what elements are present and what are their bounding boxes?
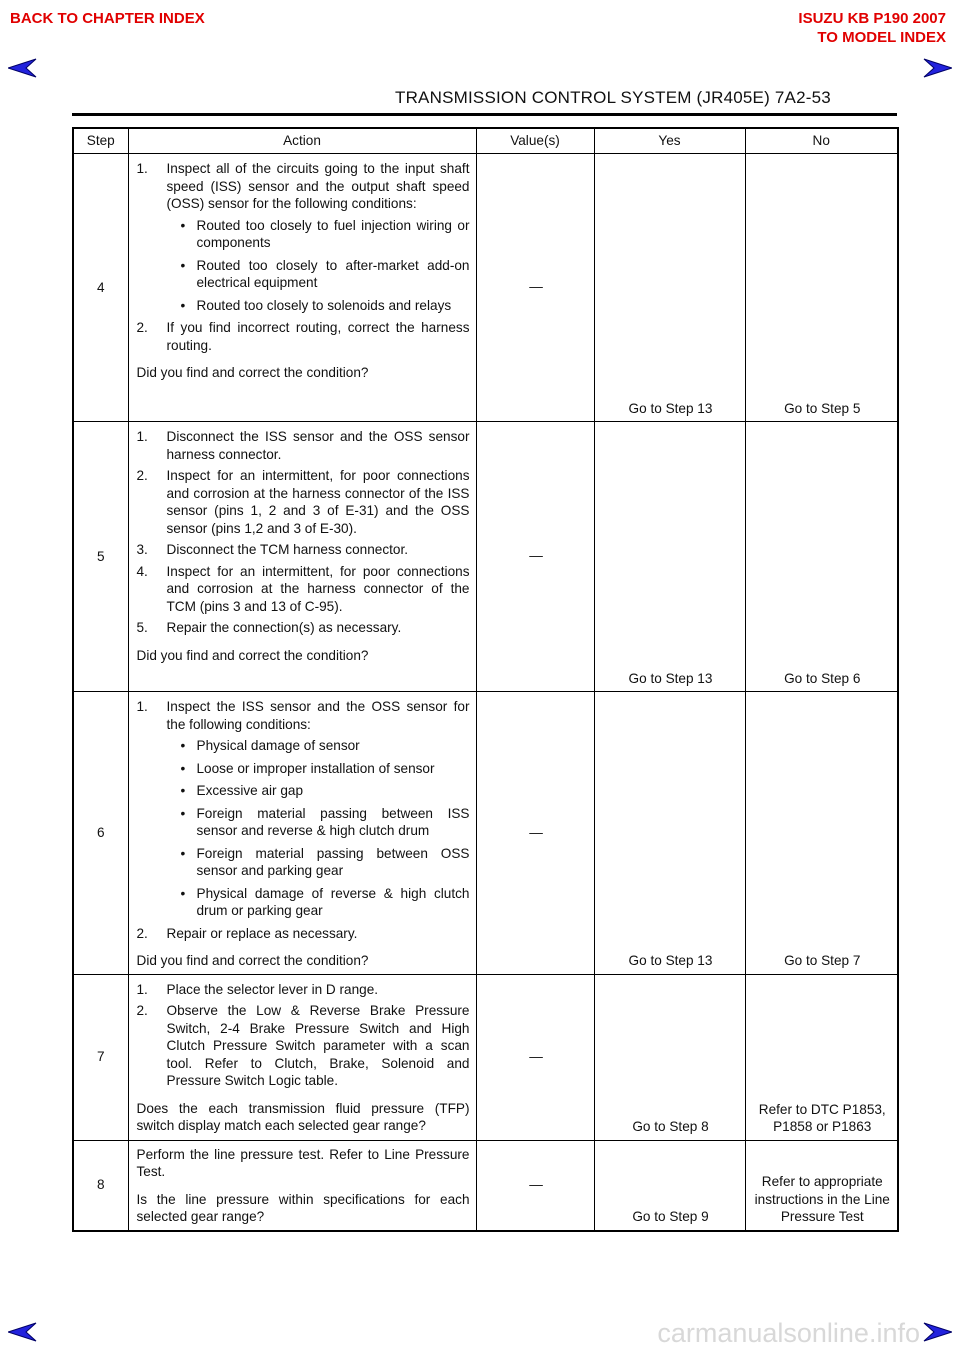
no-cell: Go to Step 6: [745, 422, 898, 692]
watermark: carmanualsonline.info: [657, 1318, 920, 1348]
bullet-icon: •: [180, 805, 186, 821]
table-row: [73, 692, 898, 975]
no-cell: Go to Step 5: [745, 154, 898, 422]
action-cell: [128, 154, 476, 422]
diagnostic-steps-table: [72, 127, 899, 1232]
bullet-text: Routed too closely to after-market add-on electrical equipment: [196, 257, 470, 290]
to-model-index-link[interactable]: TO MODEL INDEX: [817, 29, 946, 46]
model-title-link[interactable]: ISUZU KB P190 2007: [798, 10, 946, 27]
step-number: 7: [73, 974, 128, 1140]
item-number: 1.: [136, 161, 148, 176]
value-cell: —: [476, 154, 594, 422]
item-text: Place the selector lever in D range.: [166, 981, 379, 997]
step-number: 8: [73, 1140, 128, 1231]
next-page-arrow-icon[interactable]: [922, 58, 952, 78]
action-cell: [128, 422, 476, 692]
yes-cell: Go to Step 13: [594, 154, 745, 422]
item-text: Inspect the ISS sensor and the OSS sensor for the following conditions:: [166, 699, 470, 732]
question-text: Did you find and correct the condition?: [136, 365, 369, 380]
instruction-text: Perform the line pressure test. Refer to Line Pressure Test.: [136, 1146, 470, 1179]
bullet-icon: •: [180, 257, 186, 273]
action-cell: [128, 1140, 476, 1231]
action-cell: [128, 692, 476, 975]
item-text: If you find incorrect routing, correct the harness routing.: [166, 320, 470, 353]
value-cell: —: [476, 1140, 594, 1231]
item-text: Disconnect the ISS sensor and the OSS sensor harness connector.: [166, 429, 470, 462]
question-text: Did you find and correct the condition?: [136, 953, 369, 968]
header-step: Step: [73, 128, 128, 154]
bullet-text: Excessive air gap: [196, 783, 304, 798]
header-action: Action: [128, 128, 476, 154]
bullet-text: Routed too closely to solenoids and relays: [196, 297, 452, 313]
table-row: [73, 974, 898, 1140]
item-number: 2.: [136, 1003, 148, 1018]
header-rule: [72, 113, 897, 116]
item-number: 3.: [136, 542, 148, 557]
bullet-text: Foreign material passing between ISS sensor and reverse & high clutch drum: [196, 805, 470, 838]
item-number: 4.: [136, 563, 148, 579]
value-cell: —: [476, 422, 594, 692]
step-number: 5: [73, 422, 128, 692]
item-text: Inspect all of the circuits going to the input shaft speed (ISS) sensor and the output shaft speed (OSS) sensor for the following conditions:: [166, 161, 470, 211]
table-header-row: [73, 128, 898, 154]
prev-page-arrow-icon[interactable]: [8, 58, 38, 78]
item-number: 2.: [136, 468, 148, 483]
yes-cell: Go to Step 9: [594, 1140, 745, 1231]
no-cell: Go to Step 7: [745, 692, 898, 975]
question-text: Does the each transmission fluid pressure (TFP) switch display match each selected gear range?: [136, 1100, 470, 1133]
no-cell: Refer to appropriate instructions in the Line Pressure Test: [745, 1140, 898, 1231]
yes-cell: Go to Step 8: [594, 974, 745, 1140]
bullet-icon: •: [180, 217, 186, 233]
value-cell: —: [476, 974, 594, 1140]
question-text: Did you find and correct the condition?: [136, 647, 369, 663]
item-text: Inspect for an intermittent, for poor connections and corrosion at the harness connector of the ISS sensor (pins 1, 2 and 3 of E-31) and the OSS sensor (pins 1,2 and 3 of E-30).: [166, 468, 470, 536]
table-row: [73, 1140, 898, 1231]
bullet-icon: •: [180, 738, 186, 753]
bullet-text: Physical damage of reverse & high clutch drum or parking gear: [196, 885, 470, 918]
table-row: [73, 154, 898, 422]
step-number: 6: [73, 692, 128, 975]
table-row: [73, 422, 898, 692]
bullet-text: Routed too closely to fuel injection wiring or components: [196, 217, 470, 250]
item-text: Disconnect the TCM harness connector.: [166, 542, 409, 557]
header-yes: Yes: [594, 128, 745, 154]
page-header-title: TRANSMISSION CONTROL SYSTEM (JR405E) 7A2-53: [395, 88, 831, 107]
bullet-icon: •: [180, 760, 186, 776]
item-number: 2.: [136, 925, 148, 941]
step-number: 4: [73, 154, 128, 422]
item-text: Observe the Low & Reverse Brake Pressure Switch, 2-4 Brake Pressure Switch and High Clutch Pressure Switch parameter with a scan tool. Refer to Clutch, Brake, Solenoid and Pressure Switch Logic table.: [166, 1003, 470, 1088]
yes-cell: Go to Step 13: [594, 692, 745, 975]
bullet-icon: •: [180, 845, 186, 861]
bottom-next-page-arrow-icon[interactable]: [922, 1322, 952, 1342]
header-no: No: [745, 128, 898, 154]
item-number: 1.: [136, 699, 148, 714]
bottom-prev-page-arrow-icon[interactable]: [8, 1322, 38, 1342]
question-text: Is the line pressure within specifications for each selected gear range?: [136, 1191, 470, 1224]
value-cell: —: [476, 692, 594, 975]
bullet-icon: •: [180, 297, 186, 313]
bullet-icon: •: [180, 783, 186, 798]
yes-cell: Go to Step 13: [594, 422, 745, 692]
bullet-text: Foreign material passing between OSS sensor and parking gear: [196, 845, 470, 878]
no-cell: Refer to DTC P1853, P1858 or P1863: [745, 974, 898, 1140]
item-number: 1.: [136, 429, 148, 444]
item-text: Repair the connection(s) as necessary.: [166, 620, 402, 635]
item-text: Repair or replace as necessary.: [166, 925, 358, 941]
item-number: 2.: [136, 320, 148, 335]
bullet-text: Physical damage of sensor: [196, 738, 360, 753]
item-number: 1.: [136, 981, 148, 997]
back-to-chapter-index-link[interactable]: BACK TO CHAPTER INDEX: [10, 10, 205, 27]
item-text: Inspect for an intermittent, for poor connections and corrosion at the harness connector of the TCM (pins 3 and 13 of C-95).: [166, 563, 470, 614]
bullet-text: Loose or improper installation of sensor: [196, 760, 435, 776]
bullet-icon: •: [180, 885, 186, 901]
action-cell: [128, 974, 476, 1140]
header-values: Value(s): [476, 128, 594, 154]
item-number: 5.: [136, 620, 148, 635]
